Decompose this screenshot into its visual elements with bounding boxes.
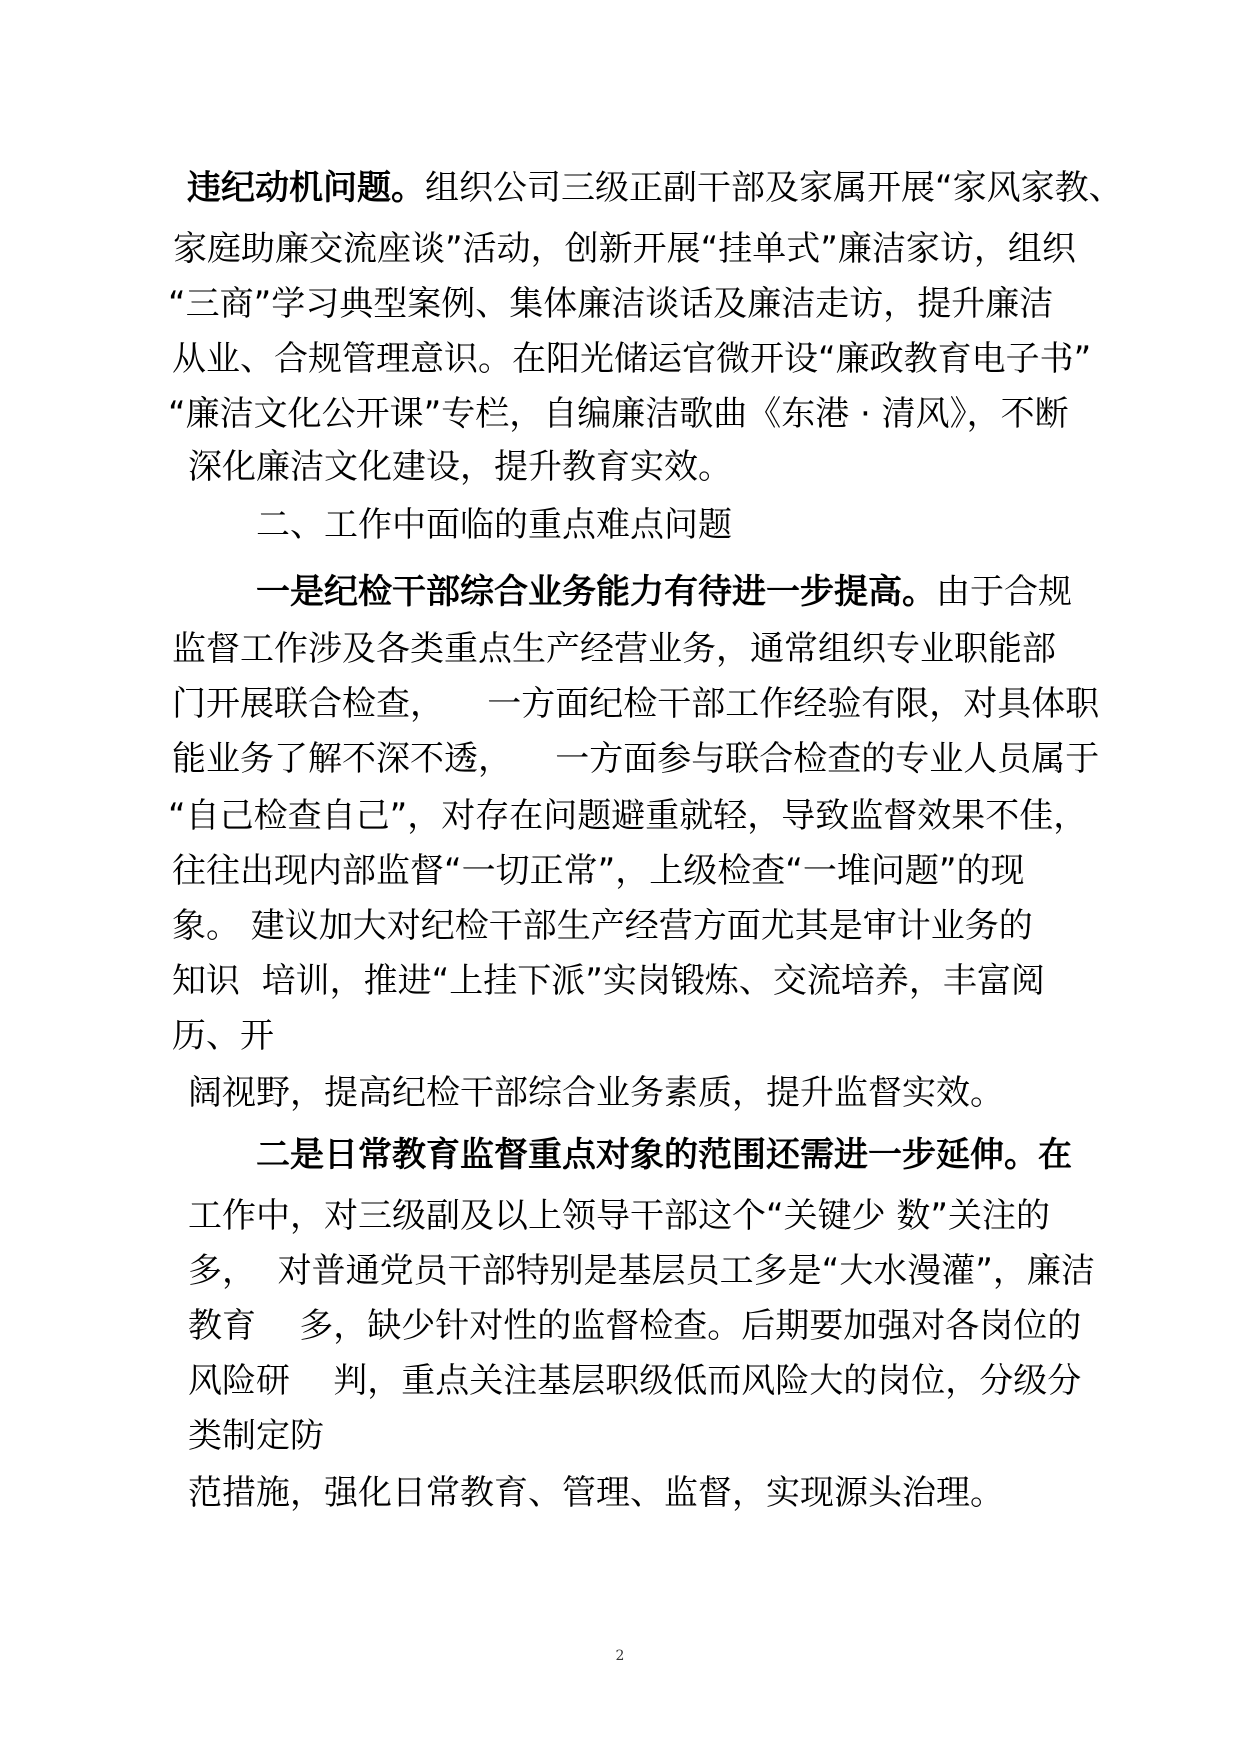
paragraph-1-line-3: “三商”学习典型案例、集体廉洁谈话及廉洁走访，提升廉洁 (168, 284, 1054, 324)
paragraph-2-text: 由于合规 (936, 572, 1072, 612)
paragraph-3-line-7: 范措施，强化日常教育、管理、监督，实现源头治理。 (188, 1473, 1004, 1513)
paragraph-2-line-5: “自己检查自己”，对存在问题避重就轻，导致监督效果不佳， (168, 796, 1088, 836)
paragraph-2-line-3: 门开展联合检查， 一方面纪检干部工作经验有限，对具体职 (172, 684, 1100, 724)
paragraph-2-line-7: 象。 建议加大对纪检干部生产经营方面尤其是审计业务的 (172, 906, 1033, 946)
paragraph-3-line-6: 类制定防 (188, 1416, 324, 1456)
paragraph-1-line-5: “廉洁文化公开课”专栏，自编廉洁歌曲《东港 · 清风》，不断 (168, 394, 1069, 434)
paragraph-1-line-1 (187, 168, 1123, 208)
paragraph-3-line-3: 多， 对普通党员干部特别是基层员工多是“大水漫灌”，廉洁 (188, 1251, 1095, 1291)
paragraph-1-line-6: 深化廉洁文化建设，提升教育实效。 (188, 447, 732, 487)
paragraph-1-text: 组织公司三级正副干部及家属开展“家风家教、 (425, 168, 1123, 208)
paragraph-2-line-9: 历、开 (172, 1016, 274, 1056)
page-number: 2 (615, 1648, 625, 1664)
paragraph-3-line-4: 教育 多，缺少针对性的监督检查。后期要加强对各岗位的 (188, 1306, 1082, 1346)
paragraph-2-line-1 (256, 572, 1072, 612)
paragraph-2-line-8: 知识 培训，推进“上挂下派”实岗锻炼、交流培养，丰富阅 (172, 961, 1045, 1001)
paragraph-1-line-4: 从业、合规管理意识。在阳光储运官微开设“廉政教育电子书” (172, 339, 1092, 379)
paragraph-2-line-10: 阔视野，提高纪检干部综合业务素质，提升监督实效。 (188, 1073, 1004, 1113)
paragraph-2-line-4: 能业务了解不深不透， 一方面参与联合检查的专业人员属于 (172, 739, 1100, 779)
paragraph-3-line-5: 风险研 判，重点关注基层职级低而风险大的岗位，分级分 (188, 1361, 1082, 1401)
paragraph-3-line-1: 二是日常教育监督重点对象的范围还需进一步延伸。在 (256, 1135, 1072, 1175)
paragraph-1-line-2: 家庭助廉交流座谈”活动，创新开展“挂单式”廉洁家访，组织 (173, 229, 1076, 269)
paragraph-1-bold-lead: 违纪动机问题。 (187, 168, 425, 208)
paragraph-3-line-2: 工作中，对三级副及以上领导干部这个“关键少 数”关注的 (188, 1196, 1051, 1236)
section-heading: 二、工作中面临的重点难点问题 (256, 505, 732, 545)
paragraph-2-line-6: 往往出现内部监督“一切正常”，上级检查“一堆问题”的现 (172, 851, 1025, 891)
paragraph-2-line-2: 监督工作涉及各类重点生产经营业务，通常组织专业职能部 (172, 629, 1056, 669)
paragraph-2-bold-lead: 一是纪检干部综合业务能力有待进一步提高。 (256, 572, 936, 612)
